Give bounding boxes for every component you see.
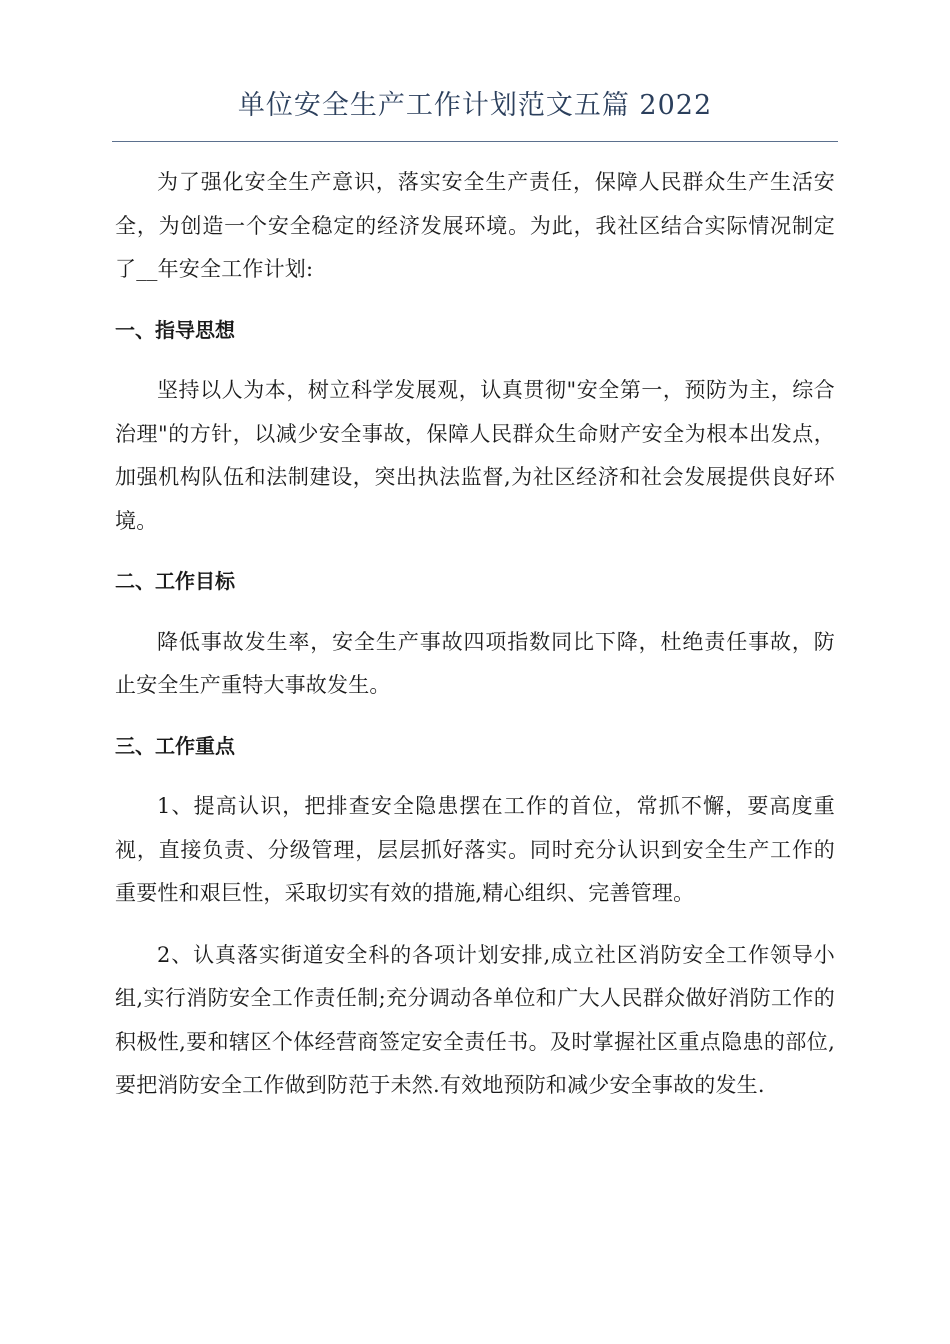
title-divider: [112, 141, 838, 142]
document-title: 单位安全生产工作计划范文五篇 2022: [237, 90, 713, 121]
section-paragraph: 坚持以人为本，树立科学发展观，认真贯彻"安全第一，预防为主，综合治理"的方针，以减少安全事故，保障人民群众生命财产安全为根本出发点，加强机构队伍和法制建设，突出执法监督,为社区经济和社会发展提供良好环境。: [115, 378, 835, 533]
section-paragraph: 降低事故发生率，安全生产事故四项指数同比下降，杜绝责任事故，防止安全生产重特大事故发生。: [115, 629, 835, 697]
section-heading-work-goals: 二、工作目标: [115, 569, 235, 593]
section-paragraph: 1、提高认识，把排查安全隐患摆在工作的首位，常抓不懈，要高度重视，直接负责、分级管理，层层抓好落实。同时充分认识到安全生产工作的重要性和艰巨性，采取切实有效的措施,精心组织、完善管理。: [115, 794, 835, 905]
intro-paragraph: 为了强化安全生产意识，落实安全生产责任，保障人民群众生产生活安全，为创造一个安全稳定的经济发展环境。为此，我社区结合实际情况制定了__年安全工作计划:: [115, 170, 835, 281]
section-heading-work-focus: 三、工作重点: [115, 733, 235, 758]
section-paragraph: 2、认真落实街道安全科的各项计划安排,成立社区消防安全工作领导小组,实行消防安全工作责任制;充分调动各单位和广大人民群众做好消防工作的积极性,要和辖区个体经营商签定安全责任书。及时掌握社区重点隐患的部位,要把消防安全工作做到防范于未然.有效地预防和减少安全事故的发生.: [115, 942, 835, 1097]
section-heading-guiding-principle: 一、指导思想: [115, 317, 235, 342]
document-body: [115, 161, 835, 1108]
